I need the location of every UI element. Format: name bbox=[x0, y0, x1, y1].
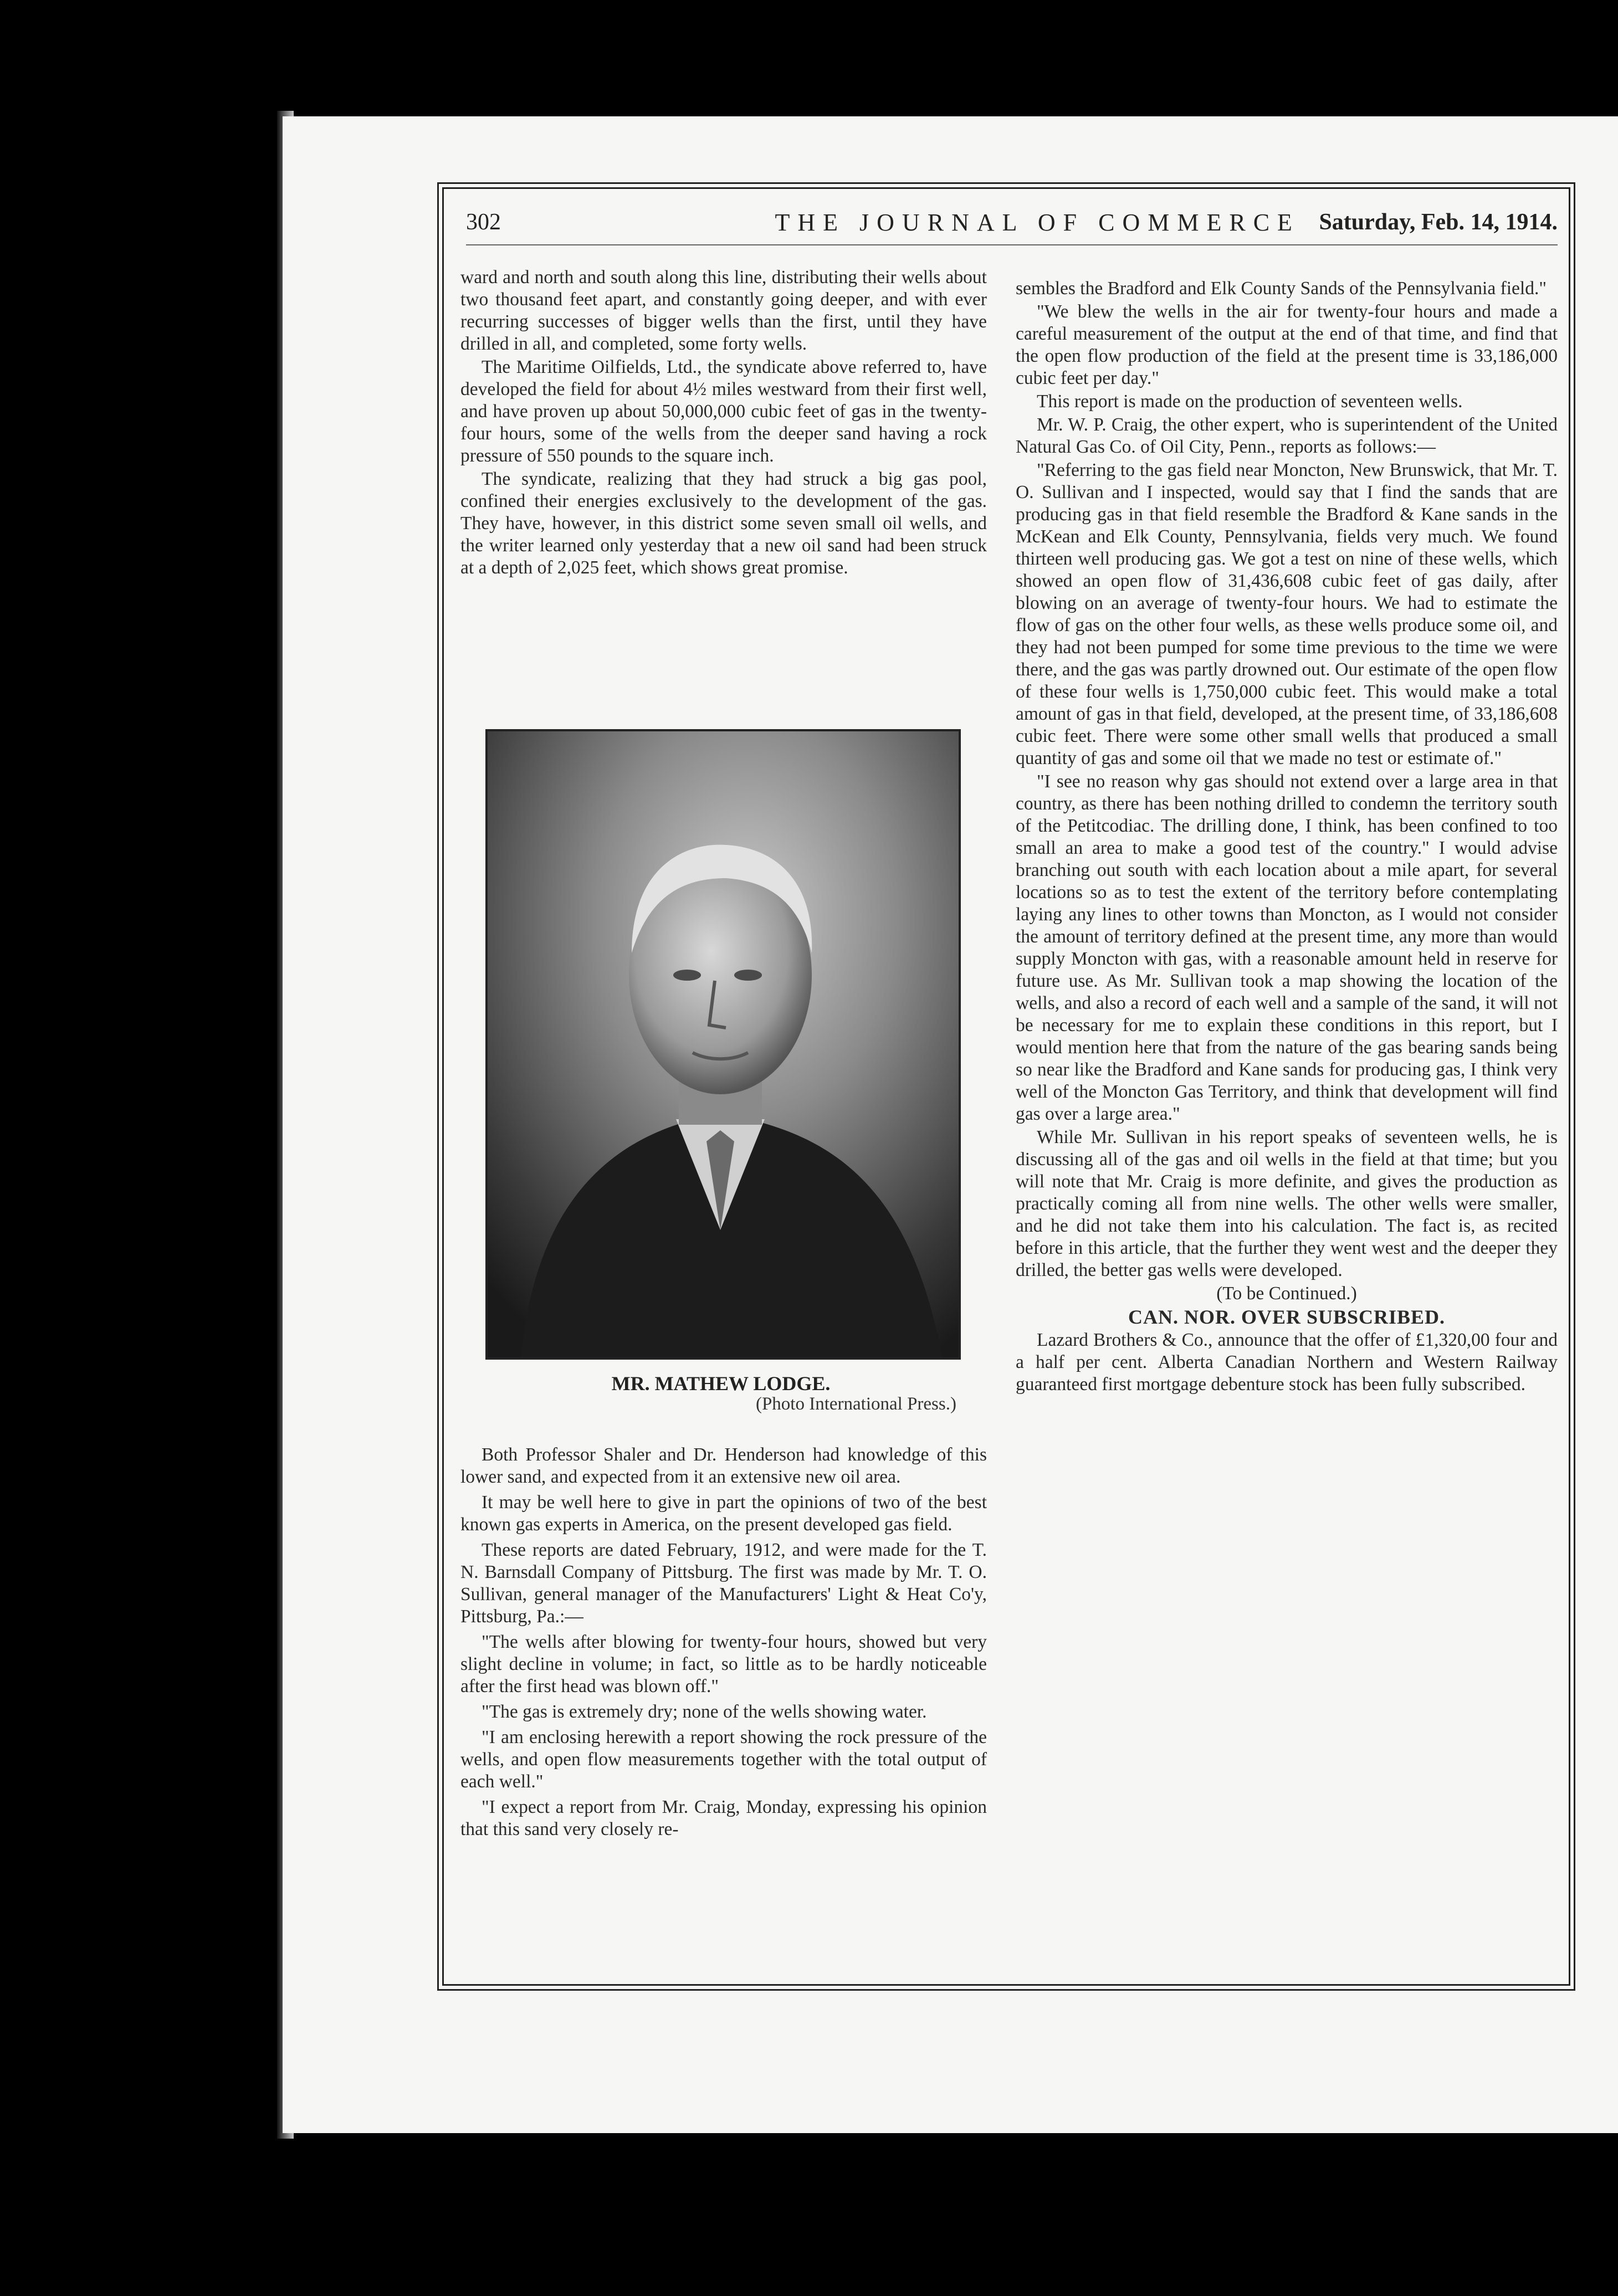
paragraph: Both Professor Shaler and Dr. Henderson had knowledge of this lower sand, and expected from it an extensive new oil area. bbox=[460, 1444, 987, 1487]
to-be-continued: (To be Continued.) bbox=[1216, 1283, 1357, 1304]
portrait-figure bbox=[485, 729, 956, 1414]
news-headline: CAN. NOR. OVER SUBSCRIBED. bbox=[1128, 1306, 1446, 1328]
page-frame bbox=[442, 187, 1570, 1986]
portrait-illustration bbox=[488, 731, 959, 1357]
portrait-photo bbox=[485, 729, 961, 1360]
paragraph: "I am enclosing herewith a report showing the rock pressure of the wells, and open flow measurements together with the total output of each well." bbox=[460, 1727, 987, 1792]
left-column-top bbox=[460, 266, 987, 580]
paragraph: It may be well here to give in part the opinions of two of the best known gas experts in America, on the present developed gas field. bbox=[460, 1492, 987, 1535]
paragraph: "I see no reason why gas should not extend over a large area in that country, as there has been nothing drilled to condemn the territory south of the Petitcodiac. The drilling done, I think, has been confined to too small an area to make a good test of the country." I would advise branching out south with each location about a mile apart, for several locations so as to test the extent of the territory before contemplating laying any lines to other towns than Moncton, as I would not consider the amount of territory defined at the present time, any more than would supply Moncton with gas, with a reasonable amount held in reserve for future use. As Mr. Sullivan took a map showing the location of the wells, and also a record of each well and a sample of the sand, it will not be necessary for me to explain these conditions in this report, but I would mention here that from the nature of the gas bearing sands being so near like the Bradford and Kane sands for producing gas, I think very well of the Moncton Gas Territory, and think that development will find gas over a large area." bbox=[1016, 771, 1558, 1124]
paragraph: The syndicate, realizing that they had struck a big gas pool, confined their energies exclusively to the development of the gas. They have, however, in this district some seven small oil wells, and the writer learned only yesterday that a new oil sand had been struck at a depth of 2,025 feet, which shows great promise. bbox=[460, 469, 987, 578]
left-column-bottom bbox=[460, 1444, 987, 1844]
paragraph: While Mr. Sullivan in his report speaks of seventeen wells, he is discussing all of the gas and oil wells in the field at that time; but you will note that Mr. Craig is more definite, and gives the production as practically coming all from nine wells. The other wells were smaller, and he did not take them into his calculation. The fact is, as recited before in this article, that the further they went west and the deeper they drilled, the better gas wells were developed. bbox=[1016, 1127, 1558, 1280]
paragraph: "We blew the wells in the air for twenty-four hours and made a careful measurement of the output at the end of that time, and find that the open flow production of the field at the present time is 33,186,000 cubic feet per day." bbox=[1016, 301, 1558, 388]
paragraph: These reports are dated February, 1912, and were made for the T. N. Barnsdall Company of Pittsburg. The first was made by Mr. T. O. Sullivan, general manager of the Manufacturers' Light & Heat Co'y, Pittsburg, Pa.:— bbox=[460, 1540, 987, 1627]
paragraph: "The gas is extremely dry; none of the wells showing water. bbox=[482, 1702, 927, 1722]
paragraph: "Referring to the gas field near Moncton, New Brunswick, that Mr. T. O. Sullivan and I inspected, would say that I find the sands that are producing gas in that field resemble the Bradford & Kane sands in the McKean and Elk County, Pennsylvania, fields very much. We found thirteen well producing gas. We got a test on nine of these wells, which showed an open flow of 31,436,608 cubic feet of gas daily, after blowing on an average of twenty-four hours. We had to estimate the flow of gas on the other four wells, as these wells produce some oil, and they had not been pumped for some time previous to the time we were there, and the gas was partly drowned out. Our estimate of the open flow of these four wells is 1,750,000 cubic feet. This would make a total amount of gas in that field, developed, at the present time, of 33,186,608 cubic feet. There were some other small wells that produced a small quantity of gas and some oil that we made no test or estimate of." bbox=[1016, 460, 1558, 768]
photo-caption-name: MR. MATHEW LODGE. bbox=[611, 1372, 831, 1395]
right-column bbox=[1016, 278, 1558, 1397]
page-header bbox=[466, 200, 1558, 245]
journal-title: THE JOURNAL OF COMMERCE bbox=[775, 208, 1300, 236]
paragraph: This report is made on the production of seventeen wells. bbox=[1037, 391, 1463, 412]
paragraph: "I expect a report from Mr. Craig, Monday, expressing his opinion that this sand very closely re- bbox=[460, 1797, 987, 1839]
issue-date: Saturday, Feb. 14, 1914. bbox=[1319, 209, 1558, 235]
paragraph: The Maritime Oilfields, Ltd., the syndicate above referred to, have developed the field for about 4½ miles westward from their first well, and have proven up about 50,000,000 cubic feet of gas in the twenty-four hours, some of the wells from the deeper sand having a rock pressure of 550 pounds to the square inch. bbox=[460, 357, 987, 466]
news-body: Lazard Brothers & Co., announce that the offer of £1,320,00 four and a half per cent. Alberta Canadian Northern and Western Railway guaranteed first mortgage debenture stock has been fully subscribed. bbox=[1016, 1330, 1558, 1395]
paragraph: Mr. W. P. Craig, the other expert, who is superintendent of the United Natural Gas Co. of Oil City, Penn., reports as follows:— bbox=[1016, 414, 1558, 457]
paragraph: "The wells after blowing for twenty-four hours, showed but very slight decline in volume; in fact, so little as to be hardly noticeable after the first head was blown off." bbox=[460, 1632, 987, 1697]
paragraph: ward and north and south along this line, distributing their wells about two thousand feet apart, and constantly going deeper, and with ever recurring successes of bigger wells than the first, until they have drilled in all, and completed, some forty wells. bbox=[460, 267, 987, 354]
page-number: 302 bbox=[466, 209, 501, 235]
paragraph: sembles the Bradford and Elk County Sands of the Pennsylvania field." bbox=[1016, 278, 1547, 299]
photo-caption-credit: (Photo International Press.) bbox=[755, 1394, 956, 1414]
